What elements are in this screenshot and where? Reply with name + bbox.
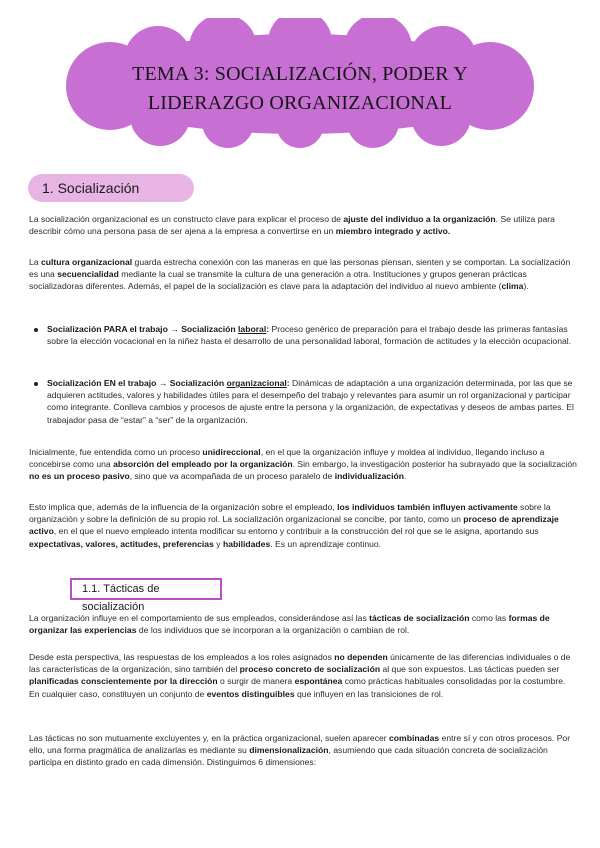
bullet-socializacion-laboral: Socialización PARA el trabajo → Socialización laboral: Proceso genérico de preparación para el trabajo desde las primeras fantasías sobre la elección vocacional en la niñez hasta el desarrollo de una personalidad laboral, formación de actitudes y la elección ocupacional. xyxy=(47,324,572,347)
paragraph-5: La organización influye en el comportamiento de sus empleados, considerándose así las tácticas de socialización como las formas de organizar las experiencias de los individuos que se incorporan a la organización o cambian de rol. xyxy=(29,613,550,636)
paragraph-2: La cultura organizacional guarda estrecha conexión con las maneras en que las personas piensan, sienten y se comportan. La socialización es una secuencialidad mediante la cual se transmite la cultura de una generación a otra. Instituciones y grupos generan prácticas socializadoras diferentes. Además, el papel de la socialización es clave para la adaptación del individuo al nuevo ambiente (clima). xyxy=(29,257,571,292)
bullet-dot xyxy=(34,328,38,332)
bullet-socializacion-organizacional: Socialización EN el trabajo → Socialización organizacional: Dinámicas de adaptación a una organización determinada, por las que se adquieren actitudes, valores y habilidades útiles para el desempeño del trabajo y relevantes para asumir un rol organizacional y participar como integrante. Conlleva cambios y procesos de ajuste entre la persona y la organización, de expectativas y deseos de ambas partes. El trabajador pasa de “estar” a “ser” de la organización. xyxy=(47,378,574,425)
section-heading-socializacion: 1. Socialización xyxy=(28,174,194,202)
page-title xyxy=(60,60,540,118)
paragraph-4: Esto implica que, además de la influencia de la organización sobre el empleado, los individuos también influyen activamente sobre la organización y sobre la definición de su propio rol. La socialización organizacional se concibe, por tanto, como un proceso de aprendizaje activo, en el que el nuevo empleado intenta modificar su entorno y contribuir a la construcción del rol que se le asigna, aportando sus expectativas, valores, actitudes, preferencias y habilidades. Es un aprendizaje continuo. xyxy=(29,502,559,549)
paragraph-6: Desde esta perspectiva, las respuestas de los empleados a los roles asignados no dependen únicamente de las diferencias individuales o de las características de la organización, sino también del proceso concreto de socialización al que son expuestos. Las tácticas pueden ser planificadas conscientemente por la dirección o surgir de manera espontánea como prácticas habituales consolidadas por la costumbre. En cualquier caso, constituyen un conjunto de eventos distinguibles que influyen en las transiciones de rol. xyxy=(29,652,571,699)
subsection-heading-tacticas: 1.1. Tácticas de socialización xyxy=(70,578,222,600)
title-line-1: TEMA 3: SOCIALIZACIÓN, PODER Y xyxy=(132,63,468,85)
paragraph-1: La socialización organizacional es un constructo clave para explicar el proceso de ajuste del individuo a la organización. Se utiliza para describir cómo una persona pasa de ser ajena a la empresa a convertirse en un miembro integrado y activo. xyxy=(29,214,555,237)
paragraph-3: Inicialmente, fue entendida como un proceso unidireccional, en el que la organización influye y moldea al individuo, llegando incluso a concebirse como una absorción del empleado por la organización. Sin embargo, la investigación posterior ha subrayado que la socialización no es un proceso pasivo, sino que va acompañada de un proceso paralelo de individualización. xyxy=(29,447,577,482)
paragraph-7: Las tácticas no son mutuamente excluyentes y, en la práctica organizacional, suelen aparecer combinadas entre sí y con otros procesos. Por ello, una forma pragmática de analizarlas es mediante su dimensionalización, asumiendo que cada situación concreta de socialización participa en distinto grado en cada dimensión. Distinguimos 6 dimensiones: xyxy=(29,733,571,768)
bullet-dot xyxy=(34,382,38,386)
title-line-2: LIDERAZGO ORGANIZACIONAL xyxy=(147,92,453,114)
